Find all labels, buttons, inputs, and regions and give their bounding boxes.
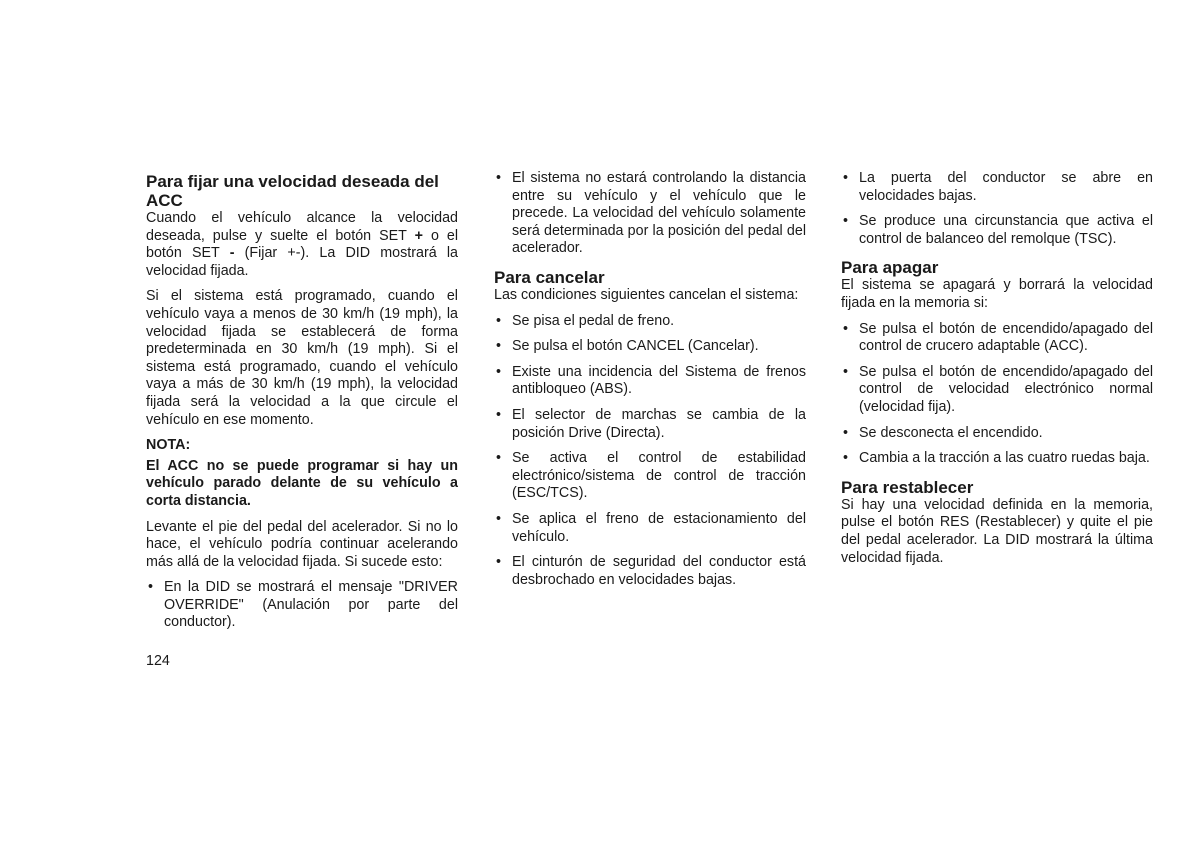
bullet-icon: •: [843, 363, 849, 380]
column-1: [146, 170, 458, 640]
bullet-icon: •: [496, 363, 502, 380]
heading-fijar-velocidad: Para fijar una velocidad deseada del ACC: [146, 172, 439, 210]
heading-restablecer: Para restablecer: [841, 477, 974, 497]
bullet-icon: •: [496, 170, 502, 186]
bullet-icon: •: [496, 450, 502, 467]
note-text: El ACC no se puede programar si hay un vehículo parado delante de su vehículo a corta distancia.: [146, 457, 458, 509]
bullet-list-override: [146, 579, 458, 632]
bullet-icon: •: [496, 312, 502, 329]
paragraph-programmed-speed: Si el sistema está programado, cuando el vehículo vaya a menos de 30 km/h (19 mph), la velocidad fijada se establecerá de forma predeterminada en 30 km/h (19 mph). Si el sistema está programado, cuando el vehículo vaya a más de 30 km/h (19 mph), la velocidad fijada será la velocidad a la que circule el vehículo en ese momento.: [146, 288, 458, 428]
page-number: 124: [146, 653, 170, 669]
list-item: • Se aplica el freno de estacionamiento del vehículo.: [496, 510, 806, 545]
list-item: • El selector de marchas se cambia de la posición Drive (Directa).: [496, 406, 806, 441]
paragraph-cancel-intro: Las condiciones siguientes cancelan el sistema:: [494, 286, 799, 303]
bullet-icon: •: [496, 554, 502, 571]
list-item: • Se activa el control de estabilidad electrónico/sistema de control de tracción (ESC/TCS).: [496, 450, 806, 502]
paragraph-set-speed: Cuando el vehículo alcance la velocidad deseada, pulse y suelte el botón SET + o el botón SET - (Fijar +-). La DID mostrará la velocidad fijada.: [146, 210, 459, 279]
bullet-icon: •: [843, 320, 849, 337]
list-item: • El cinturón de seguridad del conductor está desbrochado en velocidades bajas.: [496, 554, 806, 588]
bullet-list-continued: [494, 170, 806, 258]
paragraph-restablecer: Si hay una velocidad definida en la memoria, pulse el botón RES (Restablecer) y quite el pie del pedal acelerador. La DID mostrará la última velocidad fijada.: [841, 496, 1153, 566]
list-item: • Existe una incidencia del Sistema de frenos antibloqueo (ABS).: [496, 363, 806, 398]
paragraph-apagar-intro: El sistema se apagará y borrará la velocidad fijada en la memoria si:: [841, 277, 1153, 311]
heading-apagar: Para apagar: [841, 258, 939, 278]
list-item: • Se produce una circunstancia que activa el control de balanceo del remolque (TSC).: [843, 213, 1153, 247]
bullet-list-cancel: [494, 313, 806, 590]
list-item: • Se pulsa el botón CANCEL (Cancelar).: [496, 338, 759, 355]
column-2: [494, 170, 806, 597]
bullet-icon: •: [843, 170, 849, 186]
note-label: NOTA:: [146, 437, 191, 454]
bullet-icon: •: [843, 213, 849, 230]
bullet-icon: •: [496, 510, 502, 527]
list-item: • En la DID se mostrará el mensaje "DRIVER OVERRIDE" (Anulación por parte del conductor).: [148, 579, 458, 631]
list-item: • Cambia a la tracción a las cuatro ruedas baja.: [843, 450, 1150, 467]
list-item: • Se pisa el pedal de freno.: [496, 312, 675, 329]
bullet-icon: •: [148, 579, 154, 596]
bullet-list-continued: [841, 170, 1153, 248]
bullet-icon: •: [843, 424, 849, 441]
list-item: • El sistema no estará controlando la distancia entre su vehículo y el vehículo que le precede. La velocidad del vehículo solamente será determinada por la posición del pedal del acelerador.: [496, 170, 806, 257]
paragraph-accelerator: Levante el pie del pedal del acelerador. Si no lo hace, el vehículo podría continuar acelerando más allá de la velocidad fijada. Si sucede esto:: [146, 518, 458, 570]
list-item: • La puerta del conductor se abre en velocidades bajas.: [843, 170, 1153, 204]
list-item: • Se pulsa el botón de encendido/apagado del control de velocidad electrónico normal (velocidad fija).: [843, 363, 1153, 415]
bullet-icon: •: [496, 406, 502, 423]
bullet-icon: •: [496, 338, 502, 355]
bullet-icon: •: [843, 450, 849, 467]
list-item: • Se desconecta el encendido.: [843, 424, 1043, 441]
column-3: [841, 170, 1153, 575]
heading-cancelar: Para cancelar: [494, 267, 605, 287]
bullet-list-apagar: [841, 321, 1153, 468]
list-item: • Se pulsa el botón de encendido/apagado del control de crucero adaptable (ACC).: [843, 320, 1153, 355]
